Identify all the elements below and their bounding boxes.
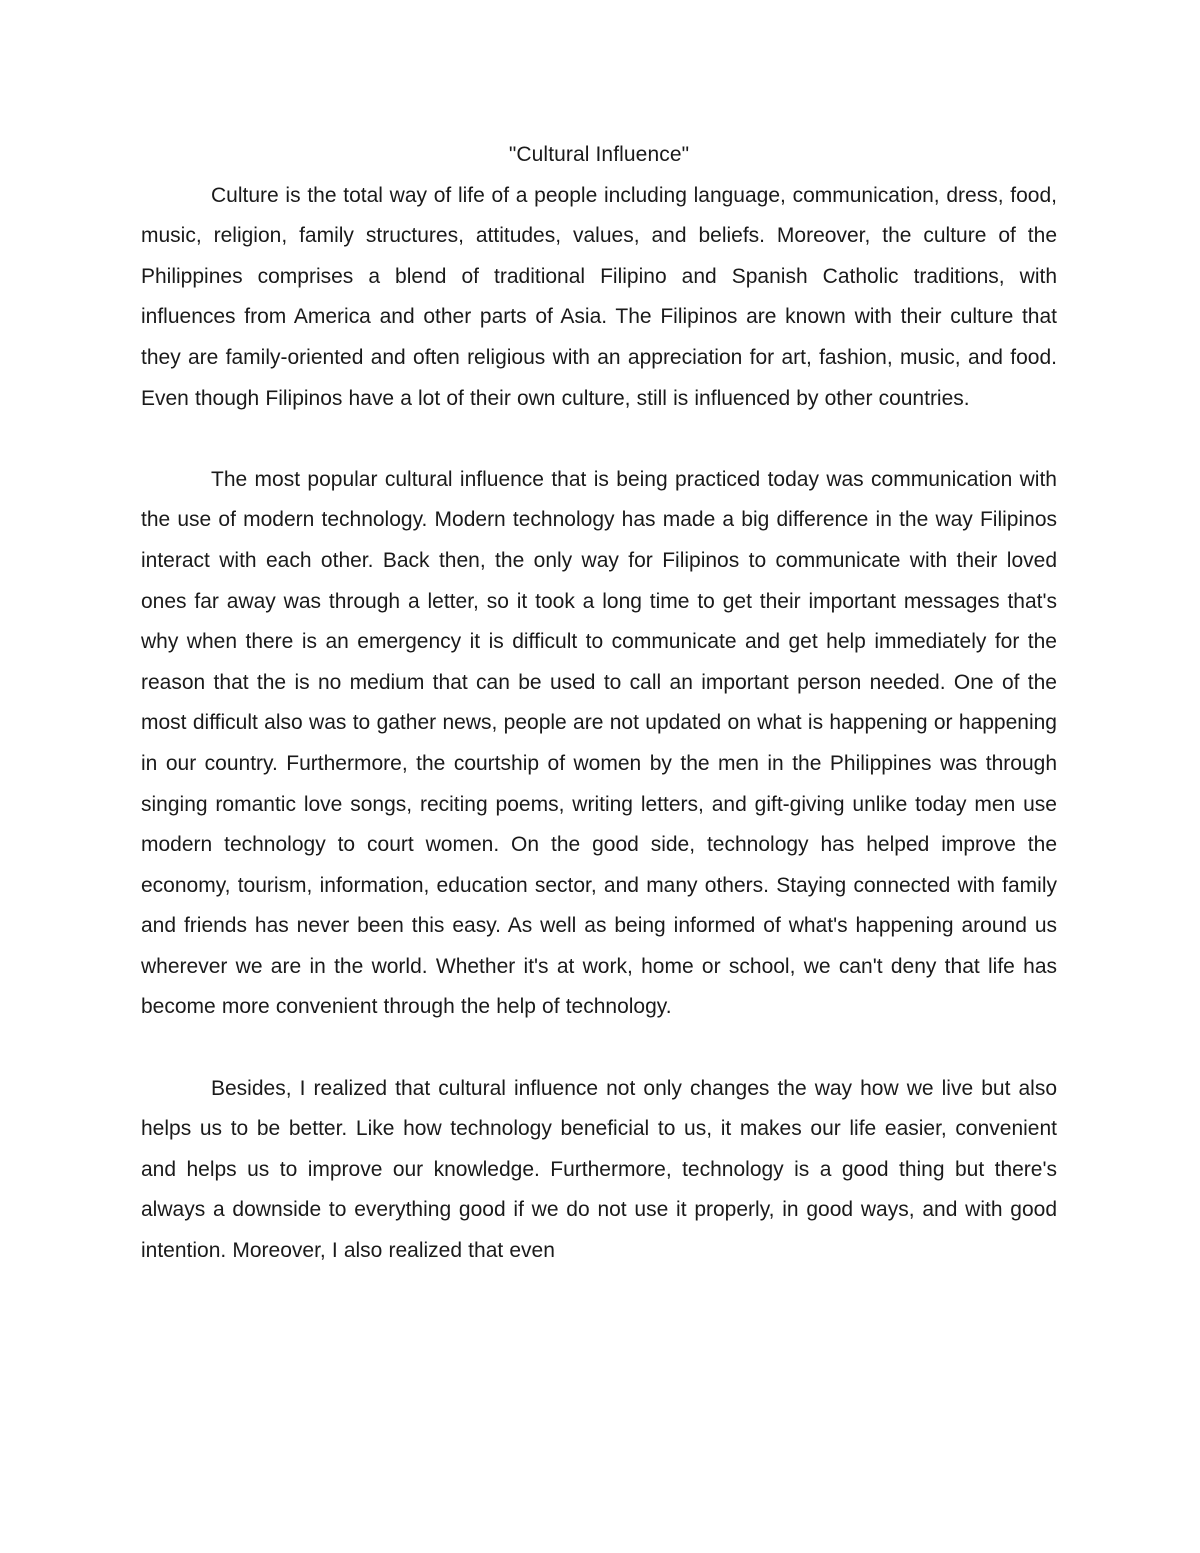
paragraph-realization: Besides, I realized that cultural influence not only changes the way how we live but also helps us to be better. Like how technology beneficial to us, it makes our life easier, convenient and helps us to improve our knowledge. Furthermore, technology is a good thing but there's always a downside to everything good if we do not use it properly, in good ways, and with good intention. Moreover, I also realized that even — [141, 1076, 1057, 1263]
paragraph-modern-technology: The most popular cultural influence that is being practiced today was communication with the use of modern technology. Modern technology has made a big difference in the way Filipinos interact with each other. Back then, the only way for Filipinos to communicate with their loved ones far away was through a letter, so it took a long time to get their important messages that's why when there is an emergency it is difficult to communicate and get help immediately for the reason that the is no medium that can be used to call an important person needed. One of the most difficult also was to gather news, people are not updated on what is happening or happening in our country. Furthermore, the courtship of women by the men in the Philippines was through singing romantic love songs, reciting poems, writing letters, and gift-giving unlike today men use modern technology to court women. On the good side, technology has helped improve the economy, tourism, information, education sector, and many others. Staying connected with family and friends has never been this easy. As well as being informed of what's happening around us wherever we are in the world. Whether it's at work, home or school, we can't deny that life has become more convenient through the help of technology. — [141, 467, 1057, 1019]
document-body — [141, 135, 1057, 1312]
document-title: "Cultural Influence" — [508, 143, 690, 166]
paragraph-culture-definition: Culture is the total way of life of a people including language, communication, dress, food, music, religion, family structures, attitudes, values, and beliefs. Moreover, the culture of the Philippines comprises a blend of traditional Filipino and Spanish Catholic traditions, with influences from America and other parts of Asia. The Filipinos are known with their culture that they are family-oriented and often religious with an appreciation for art, fashion, music, and food. Even though Filipinos have a lot of their own culture, still is influenced by other countries. — [141, 183, 1057, 410]
